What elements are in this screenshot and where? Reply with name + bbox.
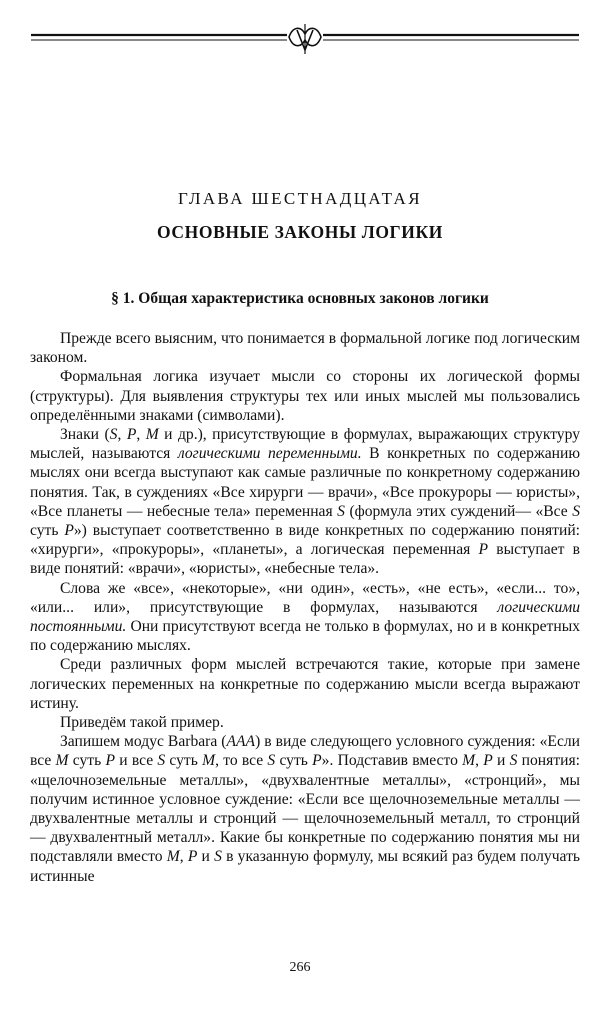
text-segment: понятия: «щелочноземельные металлы», «двухвалентные металлы», «стронций», мы получим истинное условное суждение: «Если все щелочноземельные металлы — двухвалентные металлы и стронций — щелочноземельный металл, то стронций — двухвалентный металл». Какие бы конкретные по содержанию понятия мы ни подставляли вместо	[30, 752, 580, 866]
italic-text: S	[509, 752, 518, 770]
italic-text: логическими переменными.	[177, 445, 362, 463]
text-segment: ,	[179, 848, 188, 866]
italic-text: P	[483, 752, 493, 770]
section-title: § 1. Общая характеристика основных законов логики	[111, 290, 489, 307]
italic-text: S	[337, 502, 345, 520]
text-segment: суть	[30, 522, 65, 540]
text-segment: суть	[165, 752, 203, 770]
chapter-label: ГЛАВА ШЕСТНАДЦАТАЯ	[178, 189, 422, 208]
text-segment: Среди различных форм мыслей встречаются такие, которые при замене логических переменных на конкретные по содержанию мысли всегда выражают истину.	[30, 656, 580, 712]
paragraph	[30, 655, 580, 713]
italic-text: AAA	[226, 733, 256, 751]
text-segment: Запишем модус Barbara (	[60, 733, 227, 751]
paragraph	[30, 713, 580, 732]
text-segment: ,	[136, 426, 146, 444]
italic-text: P	[478, 541, 489, 559]
paragraph	[30, 367, 580, 425]
italic-text: P	[64, 522, 74, 540]
italic-text: P	[312, 752, 322, 770]
paragraph	[30, 329, 580, 367]
text-segment: ,	[475, 752, 484, 770]
italic-text: S	[267, 752, 276, 770]
text-segment: выступает в виде понятий: «врачи», «юристы», «небесные тела».	[30, 541, 580, 578]
header-ornament	[31, 22, 579, 58]
text-segment: Они присутствуют всегда не только в формулах, но и в конкретных по содержанию мыслях.	[30, 618, 580, 655]
italic-text: S	[572, 502, 580, 520]
italic-text: M	[55, 752, 69, 770]
text-segment: Прежде всего выясним, что понимается в формальной логике под логическим законом.	[30, 330, 580, 367]
italic-text: S	[214, 848, 222, 866]
text-segment: и	[492, 752, 510, 770]
italic-text: P	[187, 848, 198, 866]
text-segment: Знаки (	[60, 426, 110, 444]
paragraph	[30, 732, 580, 886]
chapter-title: ОСНОВНЫЕ ЗАКОНЫ ЛОГИКИ	[156, 222, 443, 242]
italic-text: M	[202, 752, 216, 770]
paragraph	[30, 579, 580, 656]
text-segment: ») выступает соответственно в виде конкретных по содержанию понятий: «хирурги», «прокуроры», «планеты», а логическая переменная	[30, 522, 580, 559]
text-segment: в указанную формулу, мы всякий раз будем получать истинные	[30, 848, 581, 885]
body-text	[30, 329, 580, 886]
text-segment: В конкретных по содержанию мыслях они всегда выступают как самые различные по конкретному содержанию понятия. Так, в суждениях «Все хирурги — врачи», «Все прокуроры — юристы», «Все планеты — небесные тела» переменная	[30, 445, 580, 520]
text-segment: ) в виде следующего условного суждения: «Если все	[30, 733, 580, 770]
text-segment: , то все	[215, 752, 268, 770]
italic-text: P	[126, 426, 137, 444]
text-segment: и др.), присутствующие в формулах, выражающих структуру мыслей, называются	[30, 426, 580, 463]
text-segment: Слова же «все», «некоторые», «ни один», «есть», «не есть», «если... то», «или... или», присутствующие в формулах, называются	[30, 579, 580, 616]
text-segment: суть	[68, 752, 106, 770]
text-segment: и	[197, 848, 215, 866]
text-segment: и все	[115, 752, 158, 770]
italic-text: M	[166, 848, 180, 866]
text-segment: суть	[275, 752, 313, 770]
page-number: 266	[289, 960, 311, 975]
italic-text: S	[157, 752, 166, 770]
text-segment: ,	[117, 426, 127, 444]
italic-text: P	[105, 752, 115, 770]
text-segment: Приведём такой пример.	[60, 714, 224, 732]
italic-text: S	[109, 426, 118, 444]
text-segment: Формальная логика изучает мысли со стороны их логической формы (структуры). Для выявления структуры тех или иных мыслей мы пользовались определёнными знаками (символами).	[30, 368, 580, 424]
italic-text: M	[462, 752, 476, 770]
italic-text: M	[145, 426, 159, 444]
paragraph	[30, 425, 580, 579]
italic-text: логическими постоянными.	[30, 598, 580, 636]
text-segment: (формула этих суждений— «Все	[344, 502, 573, 520]
text-segment: ». Подставив вместо	[321, 752, 463, 770]
